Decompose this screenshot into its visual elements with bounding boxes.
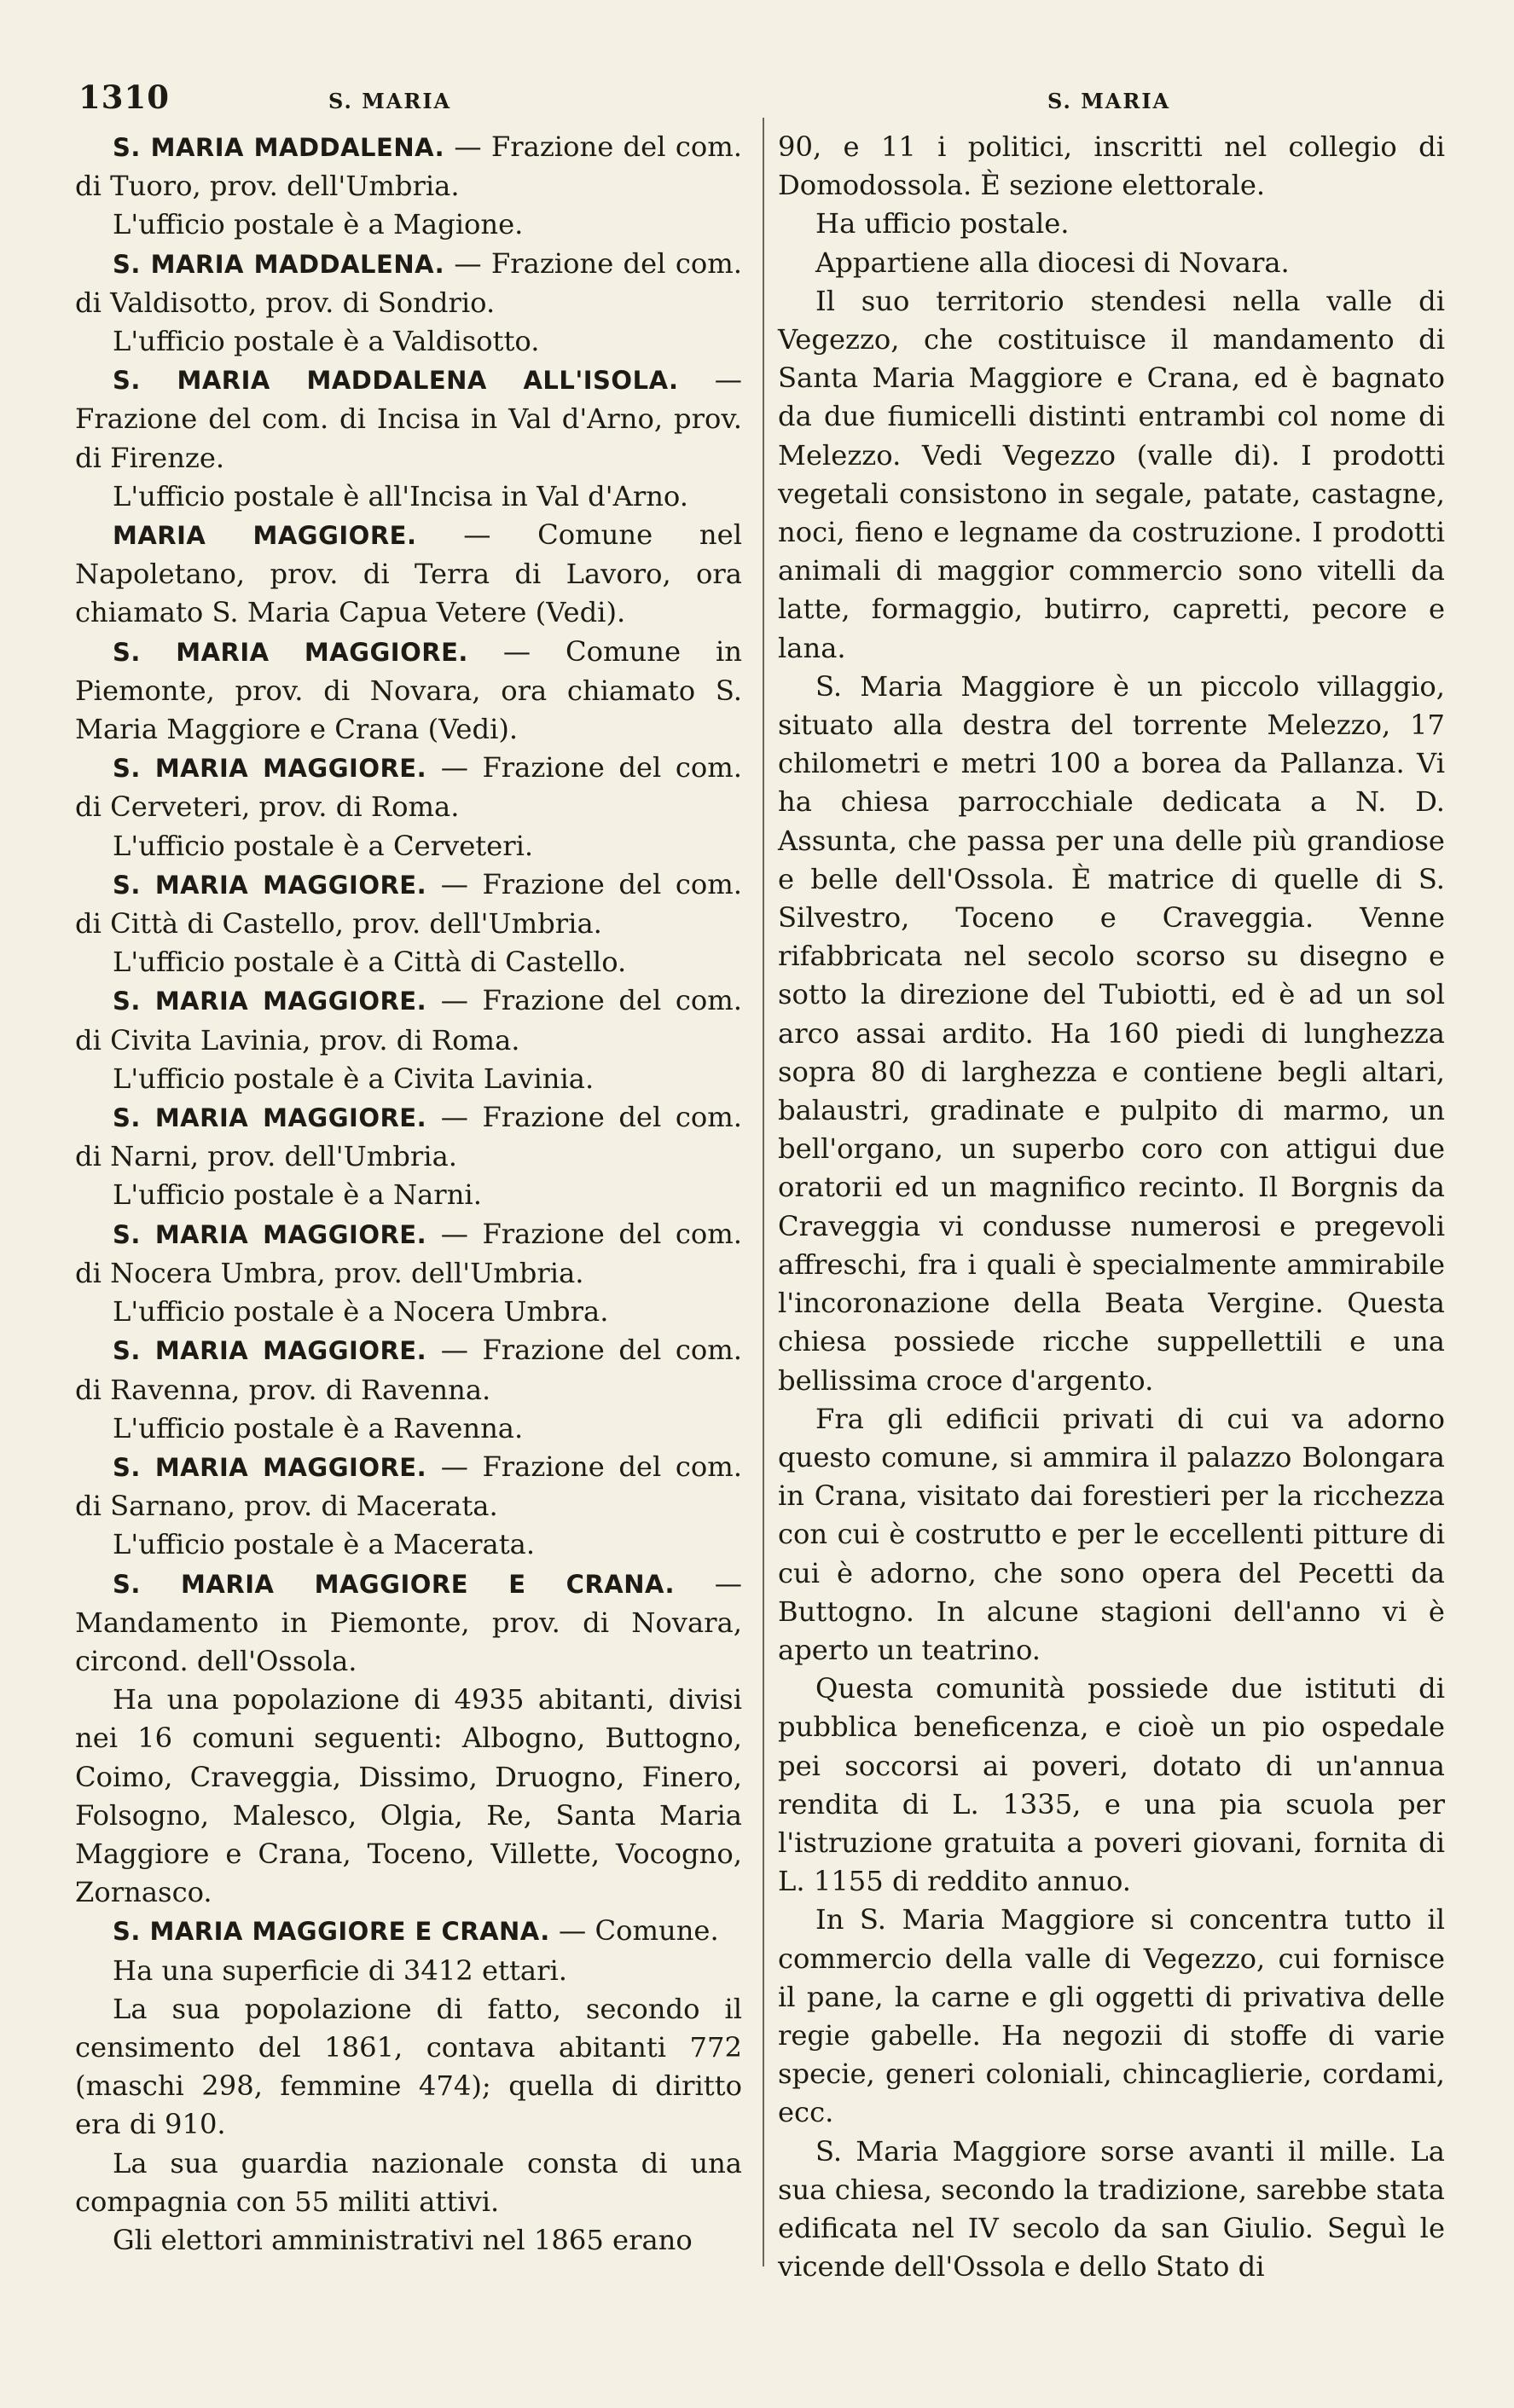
entry-text: La sua guardia nazionale consta di una compagnia con 55 militi attivi. bbox=[75, 2146, 742, 2218]
entry-text: — Frazione del com. di Cerveteri, prov. di Roma. bbox=[75, 751, 742, 824]
text-paragraph bbox=[778, 1670, 1445, 1901]
text-paragraph bbox=[75, 322, 742, 361]
text-paragraph bbox=[75, 1681, 742, 1912]
entry-text: L'ufficio postale è a Cerveteri. bbox=[113, 829, 534, 862]
entry-text: Appartiene alla diocesi di Novara. bbox=[815, 246, 1290, 279]
entry-text: L'ufficio postale è a Valdisotto. bbox=[113, 325, 540, 358]
entry-text: — Frazione del com. di Città di Castello, prov. dell'Umbria. bbox=[75, 867, 742, 941]
running-head-left: S. MARIA bbox=[328, 89, 452, 113]
page-header bbox=[0, 78, 1514, 124]
entry-text: L'ufficio postale è a Città di Castello. bbox=[113, 946, 627, 979]
entry-text: L'ufficio postale è a Nocera Umbra. bbox=[113, 1295, 609, 1328]
entry-text: Ha una popolazione di 4935 abitanti, divisi nei 16 comuni seguenti: Albogno, Buttogno, Coimo, Craveggia, Dissimo, Druogno, Finero, Folsogno, Malesco, Olgia, Re, Santa Maria Maggiore e Crana, Toceno, Villette, Vocogno, Zornasco. bbox=[75, 1683, 742, 1909]
left-column bbox=[75, 128, 742, 2260]
text-paragraph bbox=[75, 827, 742, 865]
entry-text: S. Maria Maggiore è un piccolo villaggio, situato alla destra del torrente Melezzo, 17 chilometri e metri 100 a borea da Pallanza. Vi ha chiesa parrocchiale dedicata a N. D. Assunta, che passa per una delle più grandiose e belle dell'Ossola. È matrice di quelle di S. Silvestro, Toceno e Craveggia. Venne rifabbricata nel secolo scorso su disegno e sotto la direzione del Tubiotti, ed è ad un sol arco assai ardito. Ha 160 piedi di lunghezza sopra 80 di larghezza e contiene begli altari, balaustri, gradinate e pulpito di marmo, un bell'organo, un superbo coro con attigui due oratorii ed un magnifico recinto. Il Borgnis da Craveggia vi condusse numerosi e pregevoli affreschi, fra i quali è specialmente ammirabile l'incoronazione della Beata Vergine. Questa chiesa possiede ricche suppellettili e una bellissima croce d'argento. bbox=[778, 669, 1445, 1397]
entry-heading: S. MARIA MADDALENA. bbox=[113, 133, 445, 162]
entry-text: — Frazione del com. di Narni, prov. dell'Umbria. bbox=[75, 1101, 742, 1173]
entry-text: — Mandamento in Piemonte, prov. di Novara, circond. dell'Ossola. bbox=[75, 1566, 742, 1677]
entry-text: — Frazione del com. di Ravenna, prov. di Ravenna. bbox=[75, 1334, 742, 1406]
entry-paragraph bbox=[75, 1098, 742, 1176]
entry-text: — Comune. bbox=[549, 1914, 719, 1948]
entry-text: 90, e 11 i politici, inscritti nel collegio di Domodossola. È sezione elettorale. bbox=[778, 130, 1445, 202]
entry-text: Ha una superficie di 3412 ettari. bbox=[113, 1954, 568, 1987]
entry-heading: S. MARIA MAGGIORE. bbox=[113, 754, 427, 784]
entry-paragraph bbox=[75, 1331, 742, 1409]
entry-paragraph bbox=[75, 516, 742, 633]
entry-paragraph bbox=[75, 749, 742, 826]
page-number: 1310 bbox=[78, 78, 170, 116]
entry-paragraph bbox=[75, 1215, 742, 1293]
entry-text: L'ufficio postale è a Civita Lavinia. bbox=[113, 1062, 595, 1095]
running-head-right: S. MARIA bbox=[1047, 89, 1171, 113]
entry-text: — Comune nel Napoletano, prov. di Terra di Lavoro, ora chiamato S. Maria Capua Vetere (Vedi). bbox=[75, 518, 742, 629]
entry-heading: S. MARIA MAGGIORE. bbox=[113, 1219, 427, 1249]
entry-text: — Frazione del com. di Nocera Umbra, prov. dell'Umbria. bbox=[75, 1217, 742, 1289]
entry-paragraph bbox=[75, 361, 742, 478]
entry-text: Fra gli edificii privati di cui va adorno questo comune, si ammira il palazzo Bolongara in Crana, visitato dai forestieri per la ricchezza con cui è costrutto e per le eccellenti pitture di cui è adorno, che sono opera del Pecetti da Buttogno. In alcune stagioni dell'anno vi è aperto un teatrino. bbox=[778, 1402, 1445, 1666]
text-paragraph bbox=[75, 1525, 742, 1564]
entry-heading: S. MARIA MAGGIORE. bbox=[113, 1103, 427, 1133]
entry-text: L'ufficio postale è a Magione. bbox=[113, 208, 524, 241]
entry-heading: S. MARIA MAGGIORE E CRANA. bbox=[113, 1917, 550, 1947]
entry-paragraph bbox=[75, 981, 742, 1059]
text-paragraph bbox=[75, 1060, 742, 1098]
entry-heading: MARIA MAGGIORE. bbox=[113, 521, 417, 551]
entry-text: Il suo territorio stendesi nella valle di Vegezzo, che costituisce il mandamento di Santa Maria Maggiore e Crana, ed è bagnato da due fiumicelli distinti entrambi col nome di Melezzo. Vedi Vegezzo (valle di). I prodotti vegetali consistono in segale, patate, castagne, noci, fieno e legname da costruzione. I prodotti animali di maggior commercio sono vitelli da latte, formaggio, butirro, capretti, pecore e lana. bbox=[778, 284, 1445, 664]
text-paragraph bbox=[75, 1409, 742, 1448]
entry-text: In S. Maria Maggiore si concentra tutto il commercio della valle di Vegezzo, cui fornisce il pane, la carne e gli oggetti di privativa delle regie gabelle. Ha negozii di stoffe di varie specie, generi coloniali, chincaglierie, cordami, ecc. bbox=[778, 1903, 1445, 2129]
text-paragraph bbox=[778, 1901, 1445, 2132]
entry-heading: S. MARIA MADDALENA ALL'ISOLA. bbox=[113, 366, 679, 396]
text-paragraph bbox=[75, 1176, 742, 1214]
entry-heading: S. MARIA MAGGIORE E CRANA. bbox=[113, 1569, 676, 1599]
entry-paragraph bbox=[75, 1912, 742, 1951]
text-paragraph bbox=[75, 1990, 742, 2145]
entry-paragraph bbox=[75, 633, 742, 750]
entry-text: — Comune in Piemonte, prov. di Novara, ora chiamato S. Maria Maggiore e Crana (Vedi). bbox=[75, 634, 742, 746]
entry-text: — Frazione del com. di Civita Lavinia, prov. di Roma. bbox=[75, 984, 742, 1056]
text-paragraph bbox=[778, 282, 1445, 668]
entry-paragraph bbox=[75, 245, 742, 322]
entry-heading: S. MARIA MAGGIORE. bbox=[113, 1336, 427, 1366]
text-paragraph bbox=[778, 128, 1445, 205]
text-paragraph bbox=[778, 668, 1445, 1400]
entry-text: Ha ufficio postale. bbox=[815, 207, 1070, 240]
text-paragraph bbox=[778, 1400, 1445, 1670]
text-paragraph bbox=[778, 244, 1445, 282]
entry-paragraph bbox=[75, 1565, 742, 1682]
text-paragraph bbox=[75, 2221, 742, 2260]
right-column bbox=[778, 128, 1445, 2286]
entry-text: Questa comunità possiede due istituti di pubblica beneficenza, e cioè un pio ospedale pei soccorsi ai poveri, dotato di un'annua rendita di L. 1335, e una pia scuola per l'istruzione gratuita a poveri giovani, fornita di L. 1155 di reddito annuo. bbox=[778, 1672, 1445, 1898]
text-paragraph bbox=[75, 943, 742, 981]
text-paragraph bbox=[75, 1952, 742, 1990]
text-paragraph bbox=[75, 1293, 742, 1331]
entry-text: — Frazione del com. di Incisa in Val d'Arno, prov. di Firenze. bbox=[75, 363, 742, 474]
entry-heading: S. MARIA MADDALENA. bbox=[113, 249, 445, 279]
entry-text: L'ufficio postale è a Macerata. bbox=[113, 1528, 536, 1561]
entry-text: — Frazione del com. di Sarnano, prov. di Macerata. bbox=[75, 1450, 742, 1523]
entry-paragraph bbox=[75, 865, 742, 943]
entry-heading: S. MARIA MAGGIORE. bbox=[113, 987, 427, 1016]
entry-paragraph bbox=[75, 128, 742, 205]
text-paragraph bbox=[75, 478, 742, 516]
entry-text: — Frazione del com. di Valdisotto, prov. di Sondrio. bbox=[75, 246, 742, 319]
text-paragraph bbox=[778, 205, 1445, 243]
entry-text: L'ufficio postale è a Narni. bbox=[113, 1178, 482, 1212]
text-paragraph bbox=[75, 2145, 742, 2221]
entry-paragraph bbox=[75, 1448, 742, 1525]
entry-text: — Frazione del com. di Tuoro, prov. dell'Umbria. bbox=[75, 130, 742, 203]
entry-heading: S. MARIA MAGGIORE. bbox=[113, 637, 468, 667]
entry-text: La sua popolazione di fatto, secondo il censimento del 1861, contava abitanti 772 (maschi 298, femmine 474); quella di diritto era di 910. bbox=[75, 1992, 742, 2141]
text-paragraph bbox=[75, 205, 742, 244]
text-paragraph bbox=[778, 2133, 1445, 2287]
entry-text: L'ufficio postale è a Ravenna. bbox=[113, 1411, 524, 1444]
entry-heading: S. MARIA MAGGIORE. bbox=[113, 1452, 427, 1482]
entry-heading: S. MARIA MAGGIORE. bbox=[113, 870, 427, 900]
entry-text: L'ufficio postale è all'Incisa in Val d'Arno. bbox=[113, 479, 688, 512]
entry-text: Gli elettori amministrativi nel 1865 erano bbox=[113, 2223, 693, 2256]
entry-text: S. Maria Maggiore sorse avanti il mille. La sua chiesa, secondo la tradizione, sarebbe stata edificata nel IV secolo da san Giulio. Seguì le vicende dell'Ossola e dello Stato di bbox=[778, 2134, 1445, 2284]
column-divider bbox=[763, 118, 764, 2266]
